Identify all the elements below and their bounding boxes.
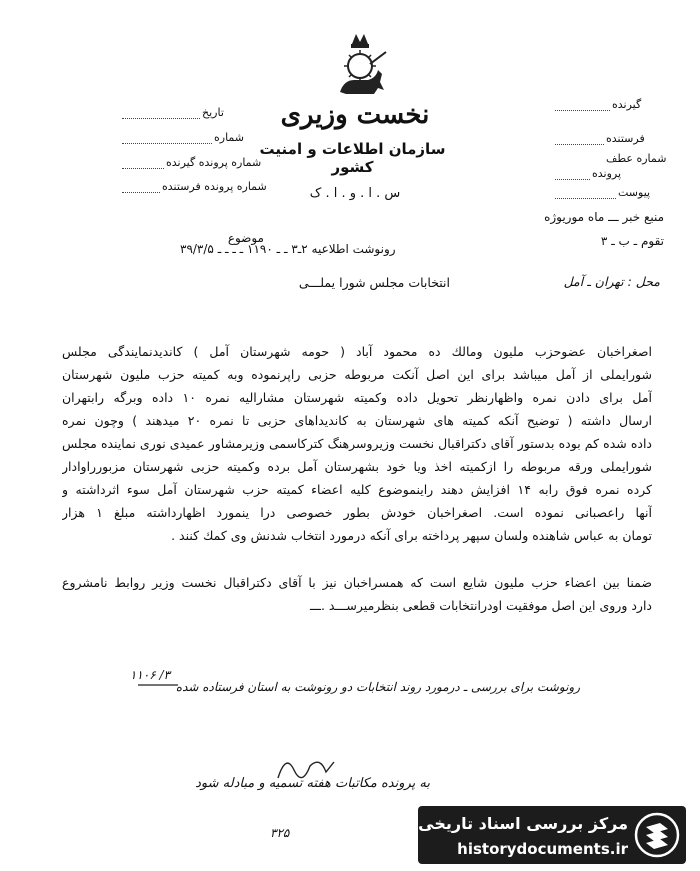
sender-label: فرستنده bbox=[606, 132, 645, 145]
body-line: كرده نمره فوق رابه ۱۴ افزایش دهند راینموضوع كلیه اعضاء كمیته حزب شهرستان آمل سوء اثرداشته و bbox=[62, 482, 652, 497]
letterhead-title: نخست وزیری bbox=[280, 100, 430, 130]
letterhead-subtitle: سازمان اطلاعات و امنیت کشور bbox=[259, 140, 446, 176]
body-line: آمل برای دادن نمره واظهارنظر تحویل داده وكمیته شهرستان مشارالیه نمره ۱۰ داده وبرگه رابتهران bbox=[62, 390, 652, 405]
subject-label: موضوع bbox=[227, 231, 264, 245]
handwritten-note: رونوشت برای بررسی ـ درمورد روند انتخابات دو رونوشت به استان فرستاده شده bbox=[175, 680, 580, 694]
number-label: شماره bbox=[214, 131, 245, 144]
body-line: ارسال داشته ( توضیح آنكه كمیته های شهرستان به كاندیداهای حزبی تا نمره ۲۰ میدهند ) وچون نمره bbox=[62, 413, 652, 428]
watermark bbox=[418, 806, 686, 864]
sender-file-number-rule bbox=[122, 192, 160, 193]
date-rule bbox=[122, 118, 200, 119]
sender-rule bbox=[555, 144, 604, 145]
reference-rule bbox=[555, 179, 590, 180]
letterhead-code: س . ا . و . ا . ک bbox=[309, 186, 401, 201]
recipient-rule bbox=[555, 110, 610, 111]
body-line: اصغراخبان عضوحزب ملیون ومالك ده محمود آباد ( حومه شهرستان آمل ) كاندیدنمایندگی مجلس bbox=[62, 344, 652, 359]
date-label: تاریخ bbox=[202, 106, 224, 119]
recipient-label: گیرنده bbox=[612, 98, 642, 111]
reference-number-label: شماره عطف bbox=[606, 152, 667, 165]
watermark-title: مرکز بررسی اسناد تاریخی bbox=[418, 814, 628, 833]
body-line: شورایملی از آمل میباشد برای این اصل آنكت مربوطه حزبی راپرنموده وبه كمیته حزب ملیون شهرستان bbox=[62, 367, 652, 382]
body-line: تومان به عباس شاهنده ولسان سپهر پرداخته برای آنكه درمورد انتخاب شدنش وی كمك كنند . bbox=[171, 528, 652, 543]
body-line: ضمنا بین اعضاء حزب ملیون شایع است كه همسراخبان نیز با آقای دكتراقبال نخست وزیر روابط نامشروع bbox=[62, 575, 652, 590]
receiver-file-number-rule bbox=[122, 168, 164, 169]
document-logo-icon bbox=[634, 812, 680, 858]
subject-line: انتخابات مجلس شورا یملـــی bbox=[298, 275, 450, 290]
place-line: محل : تهران ـ آمل bbox=[563, 274, 660, 289]
number-rule bbox=[122, 143, 212, 144]
handwritten-bottom-note: به پرونده مكاتبات هفته تسمیه و مبادله شود bbox=[195, 776, 430, 791]
receiver-file-number-label: شماره پرونده گیرنده bbox=[166, 156, 262, 169]
attachment-rule bbox=[555, 198, 616, 199]
watermark-url: historydocuments.ir bbox=[457, 840, 628, 858]
sender-file-number-label: شماره پرونده فرستنده bbox=[162, 180, 267, 193]
lion-and-sun-emblem bbox=[330, 30, 390, 100]
handwritten-bottom-number: ۳۲۵ bbox=[270, 826, 290, 840]
attachment-label: پیوست bbox=[618, 186, 651, 199]
body-line: آنها راعصبانی نموده است. اصغراخبان خودش بطور خصوصی درا ینمورد اظهارداشته مبلغ ۱ هزار bbox=[62, 505, 652, 520]
reference-file-label: پرونده bbox=[592, 167, 622, 180]
handwritten-signature bbox=[276, 748, 336, 788]
copy-reference-line: رونوشت اطلاعیه ۲ـ۳ ـ ـ ۱۱۹۰ ـ ـ ـ ـ ۳۹/۳/۵ bbox=[180, 242, 396, 256]
handwritten-note-side: ۳/ ۱۱۰۶ bbox=[129, 668, 170, 682]
source-line: منبع خبر ـــ ماه موریوژه bbox=[544, 210, 664, 224]
handwritten-rule bbox=[138, 683, 178, 687]
body-line: داده شده كم بوده بدستور آقای دكتراقبال نخست وزیروسرهنگ كتركاسمی وزیرمشاور عمیدی نوری نماینده مجلس bbox=[62, 436, 652, 451]
evaluation-line: تقوم ـ ب ـ ۳ bbox=[600, 234, 664, 248]
body-line: شورایملی ورقه مربوطه را ازكمیته اخذ ویا خود بشهرستان آمل برده وكمیته حزبی شهرستان مزبورراوادار bbox=[62, 459, 652, 474]
body-line: دارد وروی این اصل موفقیت اودرانتخابات قطعی بنظرمیرســـد .ـــ bbox=[309, 598, 652, 613]
